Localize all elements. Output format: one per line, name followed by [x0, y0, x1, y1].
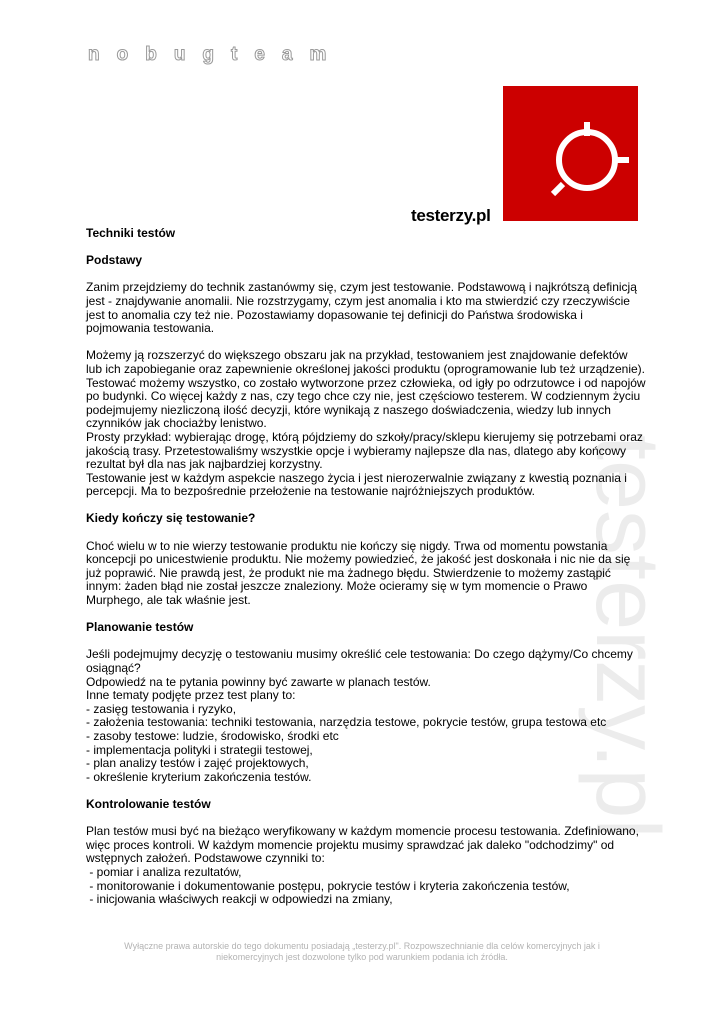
- paragraph: Choć wielu w to nie wierzy testowanie produktu nie kończy się nigdy. Trwa od momentu powstania koncepcji po unicestwienie produktu. Nie możemy powiedzieć, że jakość jest doskonała i nic nie da się już poprawić. Nie prawdą jest, że produkt nie ma żadnego błędu. Stwierdzenie to możemy zastąpić innym: żaden błąd nie został jeszcze znaleziony. Może ocieramy się w tym momencie o Prawo Murphego, ale tak właśnie jest.: [86, 538, 631, 608]
- paragraph: Jeśli podejmujmy decyzję o testowaniu musimy określić cele testowania: Do czego dążymy/Co chcemy osiągnąć?: [86, 647, 633, 675]
- paragraph: Inne tematy podjęte przez test plany to:: [86, 688, 296, 703]
- list-item: - założenia testowania: techniki testowania, narzędzia testowe, pokrycie testów, grupa testowa etc: [86, 715, 607, 730]
- list-item: - określenie kryterium zakończenia testów.: [86, 769, 312, 784]
- section-heading-podstawy: Podstawy: [86, 253, 143, 268]
- logo-box: [503, 86, 638, 221]
- paragraph: Prosty przykład: wybierając drogę, którą pójdziemy do szkoły/pracy/sklepu kierujemy się potrzebami oraz jakością trasy. Przetestowaliśmy wszystkie opcje i wybieramy najlepsze dla nas, dlatego aby końcowy rezultat był dla nas jak najbardziej korzystny.: [86, 429, 643, 472]
- paragraph: Możemy ją rozszerzyć do większego obszaru jak na przykład, testowaniem jest znajdowanie defektów lub ich zapobieganie oraz zapewnienie określonej jakości produktu (oprogramowanie lub też urządzenie). Testować możemy wszystko, co zostało wytworzone przez człowieka, od igły po odrzutowce i od napojów po budynki. Co więcej każdy z nas, czy tego chce czy nie, jest częściowo testerem. W codziennym życiu podejmujemy niezliczoną ilość decyzji, które wynikają z naszego doświadczenia, wiedzy lub innych czynników jak chociażby lenistwo.: [86, 348, 646, 431]
- section-heading-kontrolowanie: Kontrolowanie testów: [86, 796, 211, 811]
- paragraph: Zanim przejdziemy do technik zastanówmy się, czym jest testowanie. Podstawową i najkrótszą definicją jest - znajdywanie anomalii. Nie rozstrzygamy, czym jest anomalia i kto ma stwierdzić czy rzeczywiście jest to anomalia czy też nie. Pozostawiamy dopasowanie tej definicji do Państwa środowiska i pojmowania testowania.: [86, 280, 637, 336]
- footer-line: Wyłączne prawa autorskie do tego dokumentu posiadają „testerzy.pl". Rozpowszechnianie dla celów komercyjnych jak i: [124, 941, 600, 951]
- logo-text: testerzy.pl: [411, 206, 491, 225]
- section-heading-kiedy: Kiedy kończy się testowanie?: [86, 511, 256, 526]
- list-item: - pomiar i analiza rezultatów,: [86, 864, 242, 879]
- brand-header: nobugteam: [88, 44, 344, 65]
- paragraph: Testowanie jest w każdym aspekcie naszego życia i jest nierozerwalnie związany z kwestią poznania i percepcji. Ma to bezpośrednie przełożenie na testowanie najróżniejszych produktów.: [86, 470, 627, 499]
- document-title: Techniki testów: [86, 226, 176, 240]
- list-item: - zasięg testowania i ryzyko,: [86, 701, 237, 716]
- list-item: - monitorowanie i dokumentowanie postępu, pokrycie testów i kryteria zakończenia testów,: [86, 878, 570, 893]
- paragraph: Odpowiedź na te pytania powinny być zawarte w planach testów.: [86, 674, 431, 689]
- section-heading-planowanie: Planowanie testów: [86, 620, 194, 635]
- list-item: - zasoby testowe: ludzie, środowisko, środki etc: [86, 728, 339, 743]
- paragraph: Plan testów musi być na bieżąco weryfikowany w każdym momencie procesu testowania. Zdefiniowano, więc proces kontroli. W każdym momencie projektu musimy sprawdzać jak daleko "odchodzimy" od wstępnych założeń. Podstawowe czynniki to:: [86, 824, 639, 866]
- crosshair-icon: [503, 86, 638, 221]
- document-body: [86, 227, 646, 907]
- watermark-text: testerzy.pl: [577, 435, 677, 839]
- list-item: - inicjowania właściwych reakcji w odpowiedzi na zmiany,: [86, 892, 393, 907]
- list-item: - implementacja polityki i strategii testowej,: [86, 742, 313, 757]
- copyright-footer: [90, 941, 634, 963]
- list-item: - plan analizy testów i zajęć projektowych,: [86, 756, 309, 771]
- footer-line: niekomercyjnych jest dozwolone tylko pod warunkiem podania ich źródła.: [216, 952, 508, 962]
